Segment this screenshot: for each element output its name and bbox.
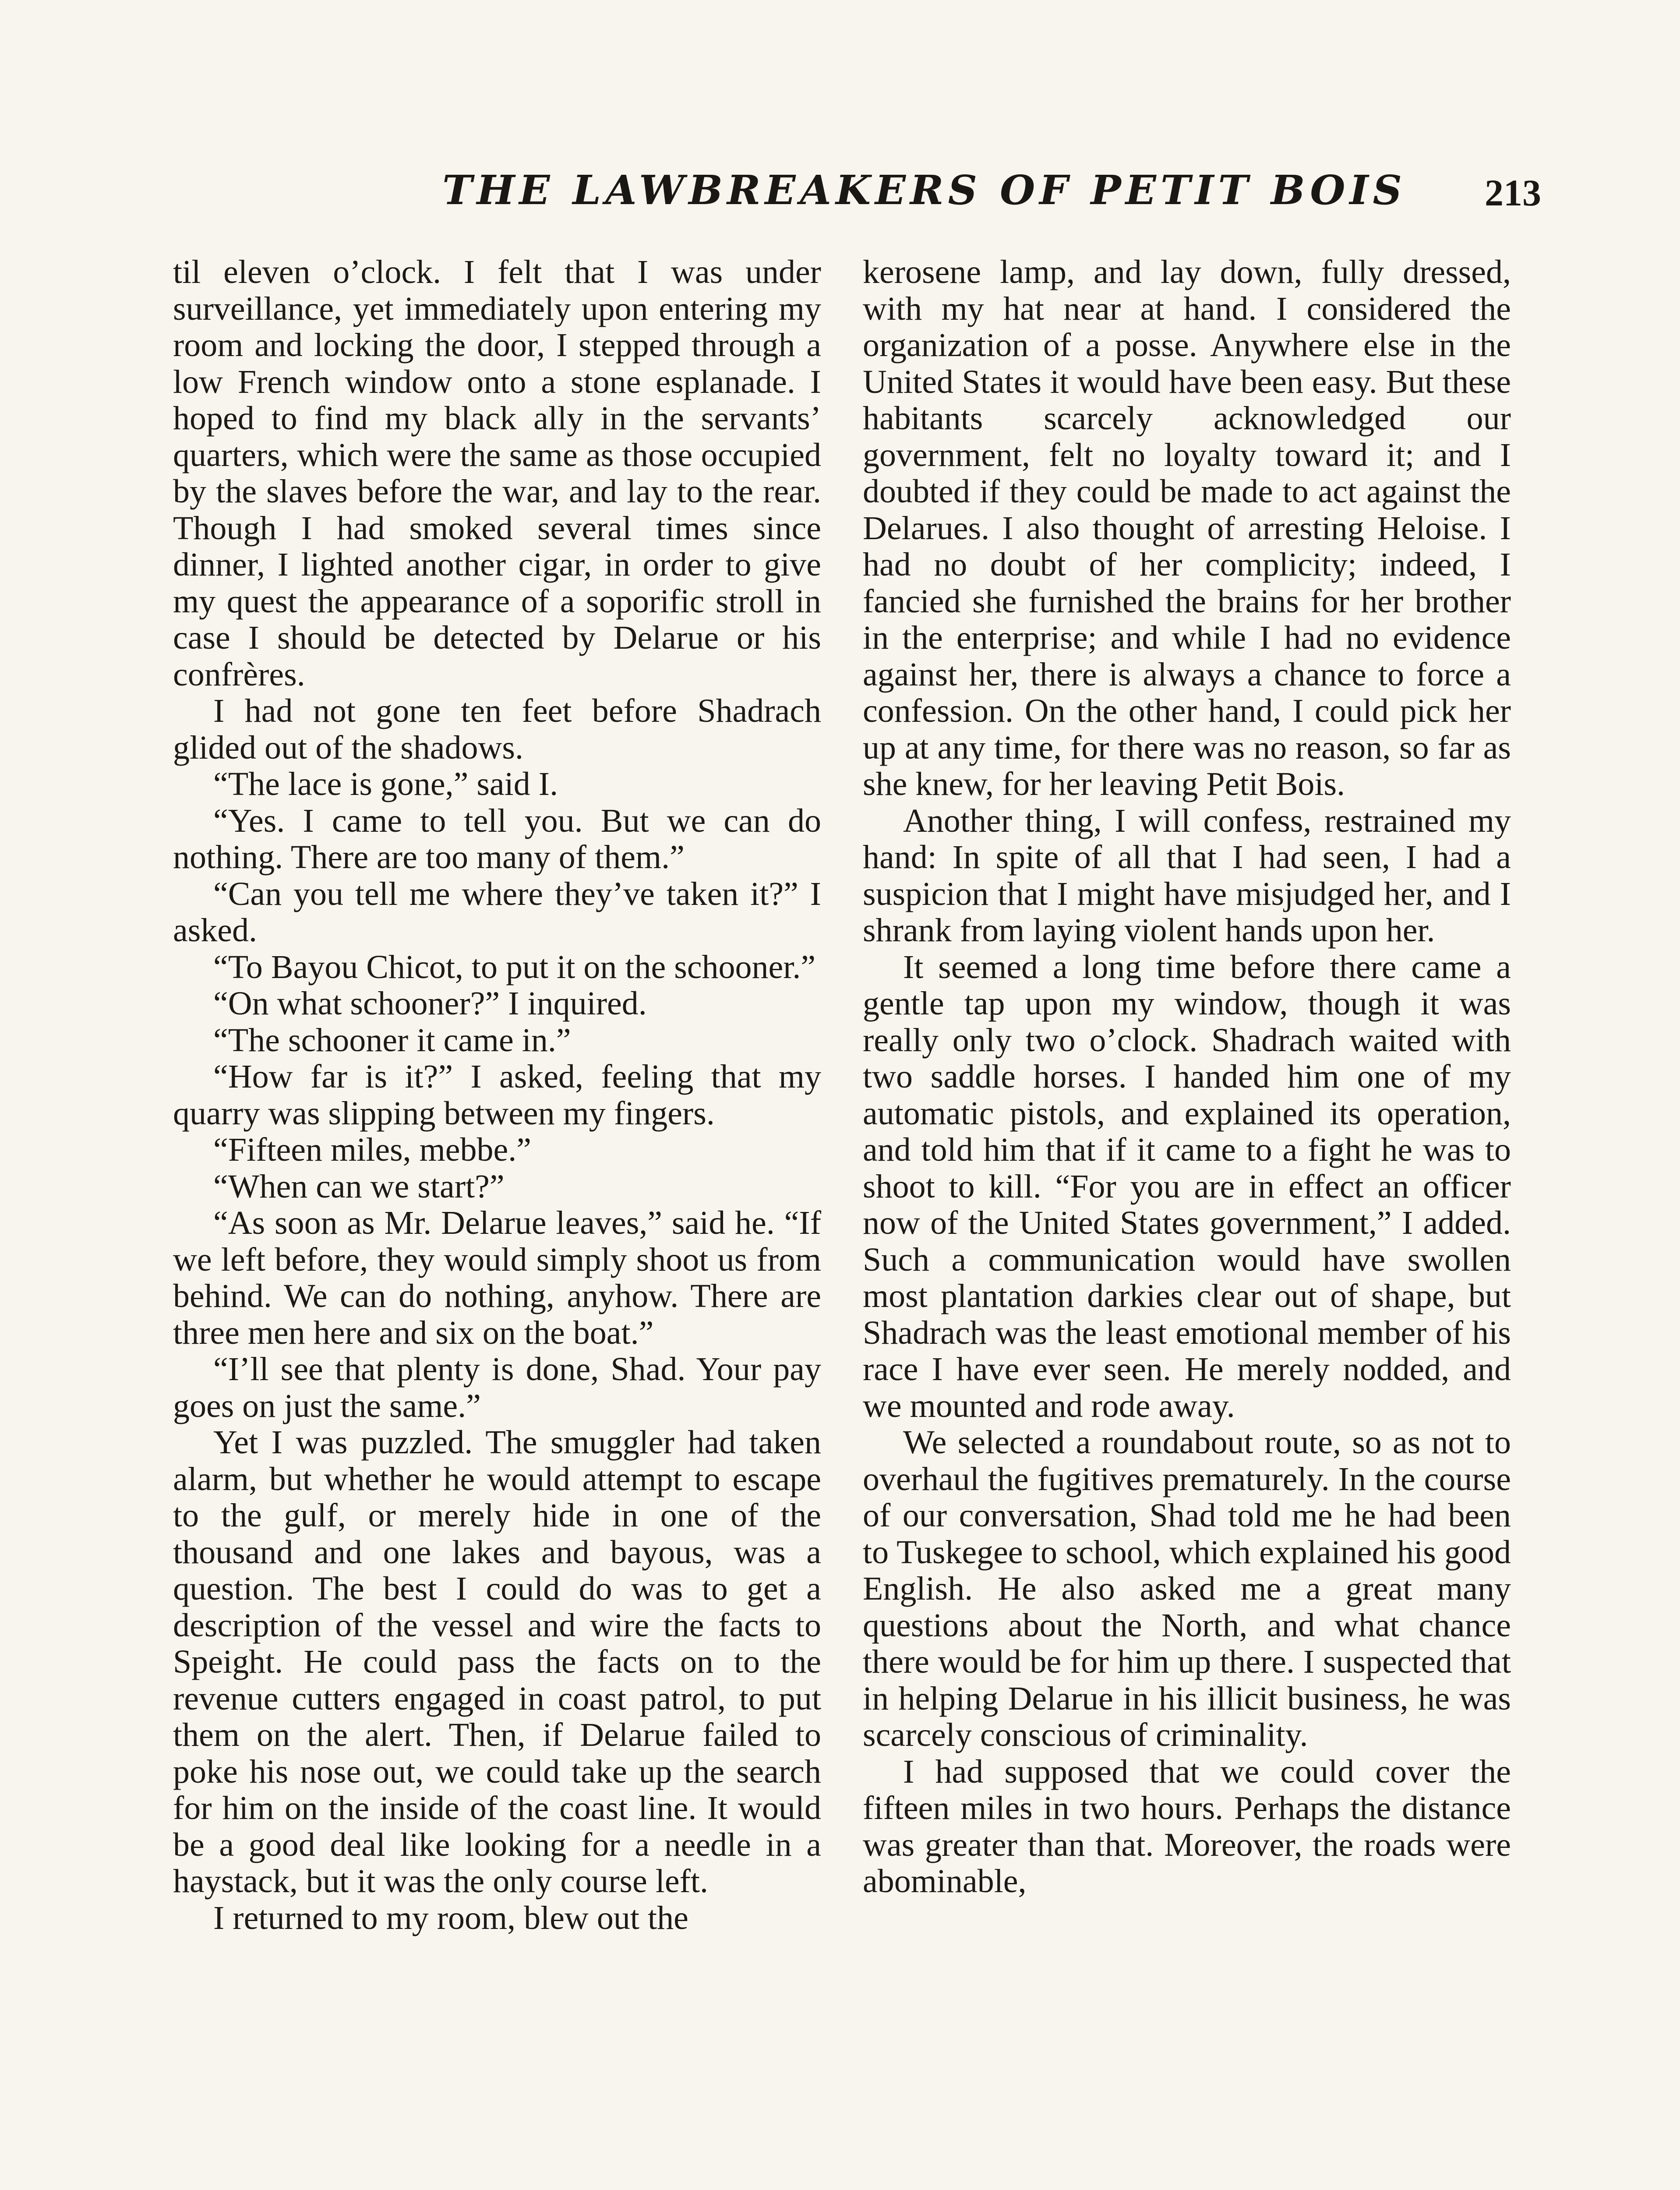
running-header xyxy=(0,166,1680,228)
paragraph: I had supposed that we could cover the fifteen miles in two hours. Perhaps the distance was greater than that. Moreover, the roads were abominable, xyxy=(863,1753,1511,1900)
paragraph: “When can we start?” xyxy=(213,1168,505,1205)
paragraph: “As soon as Mr. Delarue leaves,” said he. “If we left before, they would simply shoot us from behind. We can do nothing, anyhow. There are three men here and six on the boat.” xyxy=(173,1204,821,1351)
right-text-column xyxy=(863,254,1511,1900)
paragraph: It seemed a long time before there came a gentle tap upon my window, though it was really only two o’clock. Shadrach waited with two saddle horses. I handed him one of my automatic pistols, and explained its operation, and told him that if it came to a fight he was to shoot to kill. “For you are in effect an officer now of the United States government,” I added. Such a communication would have swollen most plantation darkies clear out of shape, but Shadrach was the least emotional member of his race I have ever seen. He merely nodded, and we mounted and rode away. xyxy=(863,948,1511,1424)
paragraph: “Yes. I came to tell you. But we can do nothing. There are too many of them.” xyxy=(173,802,821,876)
paragraph: “To Bayou Chicot, to put it on the schooner.” xyxy=(213,948,816,986)
paragraph: “I’ll see that plenty is done, Shad. Your pay goes on just the same.” xyxy=(173,1351,821,1424)
paragraph: I returned to my room, blew out the xyxy=(213,1899,688,1936)
paragraph: Yet I was puzzled. The smuggler had taken alarm, but whether he would attempt to escape to the gulf, or merely hide in one of the thousand and one lakes and bayous, was a question. The best I could do was to get a description of the vessel and wire the facts to Speight. He could pass the facts on to the revenue cutters engaged in coast patrol, to put them on the alert. Then, if Delarue failed to poke his nose out, we could take up the search for him on the inside of the coast line. It would be a good deal like looking for a needle in a haystack, but it was the only course left. xyxy=(173,1424,821,1900)
paragraph: We selected a roundabout route, so as not to overhaul the fugitives prematurely. In the course of our conversation, Shad told me he had been to Tuskegee to school, which explained his good English. He also asked me a great many questions about the North, and what chance there would be for him up there. I suspected that in helping Delarue in his illicit business, he was scarcely conscious of criminality. xyxy=(863,1424,1511,1753)
paragraph: “The schooner it came in.” xyxy=(213,1021,571,1059)
paragraph: til eleven o’clock. I felt that I was under surveillance, yet immediately upon entering my room and locking the door, I stepped through a low French window onto a stone esplanade. I hoped to find my black ally in the servants’ quarters, which were the same as those occupied by the slaves before the war, and lay to the rear. Though I had smoked several times since dinner, I lighted another cigar, in order to give my quest the appearance of a soporific stroll in case I should be detected by Delarue or his confrères. xyxy=(173,254,821,693)
paragraph: “Fifteen miles, mebbe.” xyxy=(213,1131,531,1168)
paragraph: I had not gone ten feet before Shadrach glided out of the shadows. xyxy=(173,692,821,766)
paragraph: “On what schooner?” I inquired. xyxy=(213,985,647,1022)
page-number: 213 xyxy=(1485,172,1541,214)
paragraph: kerosene lamp, and lay down, fully dressed, with my hat near at hand. I considered the organization of a posse. Anywhere else in the United States it would have been easy. But these habitants scarcely acknowledged our government, felt no loyalty toward it; and I doubted if they could be made to act against the Delarues. I also thought of arresting Heloise. I had no doubt of her complicity; indeed, I fancied she furnished the brains for her brother in the enterprise; and while I had no evidence against her, there is always a chance to force a confession. On the other hand, I could pick her up at any time, for there was no reason, so far as she knew, for her leaving Petit Bois. xyxy=(863,254,1511,802)
left-text-column xyxy=(173,254,821,1936)
paragraph: “Can you tell me where they’ve taken it?” I asked. xyxy=(173,875,821,949)
paragraph: “How far is it?” I asked, feeling that my quarry was slipping between my fingers. xyxy=(173,1058,821,1132)
paragraph: “The lace is gone,” said I. xyxy=(213,766,558,802)
running-title: THE LAWBREAKERS OF PETIT BOIS xyxy=(442,166,1406,214)
paragraph: Another thing, I will confess, restrained my hand: In spite of all that I had seen, I had a suspicion that I might have misjudged her, and I shrank from laying violent hands upon her. xyxy=(863,802,1511,949)
